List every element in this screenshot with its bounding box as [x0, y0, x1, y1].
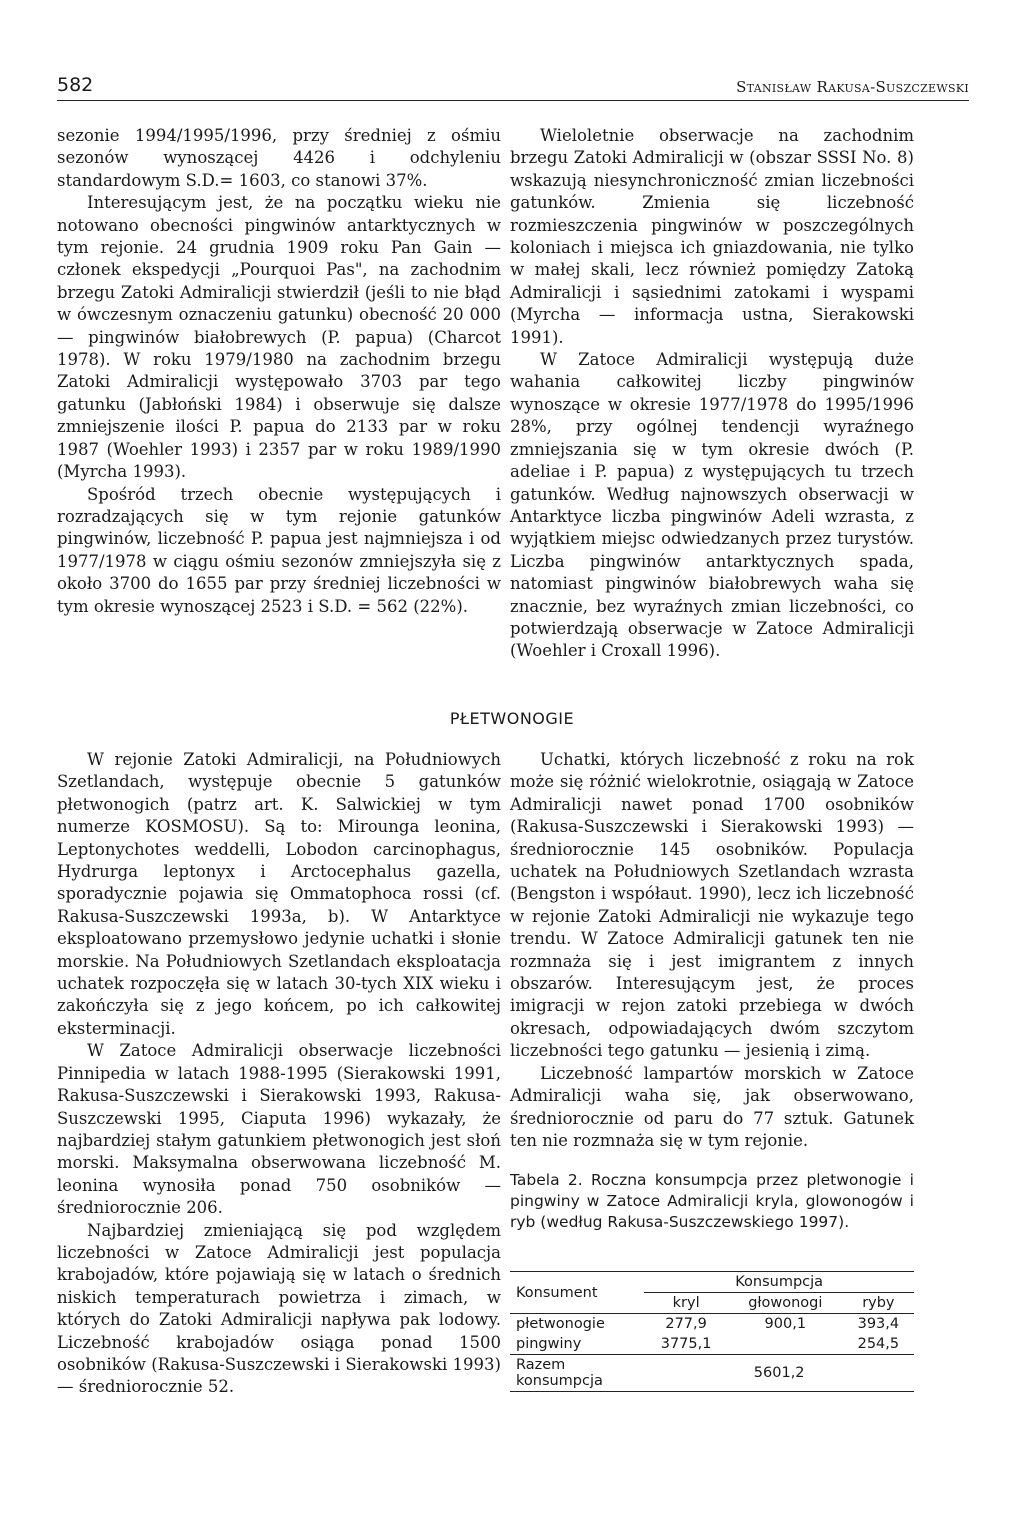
table-caption: Tabela 2. Roczna konsumpcja przez pletwonogie i pingwiny w Zatoce Admiralicji kryla, glowonogów i ryb (według Rakusa-Suszczewskiego 1997).: [510, 1171, 914, 1232]
table-cell-total-label: [510, 1355, 644, 1392]
table-row: [510, 1334, 914, 1355]
table-cell: 3775,1: [660, 1336, 712, 1352]
table-cell: 254,5: [857, 1336, 900, 1352]
right-column-top: [510, 125, 914, 663]
consumption-table: [510, 1271, 914, 1392]
paragraph: W Zatoce Admiralicji występują duże wahania całkowitej liczby pingwinów wynoszące w okresie 1977/1978 do 1995/1996 28%, przy ogólnej tendencji wyraźnego zmniejszania się w tym okresie dwóch (P. adeliae i P. papua) z występujących tu trzech gatunków. Według najnowszych obserwacji w Antarktyce liczba pingwinów Adeli wzrasta, z wyjątkiem miejsc odwiedzanych przez turystów. Liczba pingwinów antarktycznych spada, natomiast pingwinów białobrewych waha się znacznie, bez wyraźnych zmian liczebności, co potwierdzają obserwacje w Zatoce Admiralicji (Woehler i Croxall 1996).: [510, 350, 914, 661]
header-rule: [57, 100, 969, 101]
table-cell: płetwonogie: [516, 1316, 605, 1332]
table-cell: pingwiny: [516, 1336, 582, 1352]
table-cell: 277,9: [665, 1316, 707, 1332]
table-cell: 393,4: [857, 1316, 900, 1332]
table-cell: 900,1: [764, 1316, 807, 1332]
table-header-consumption: Konsumpcja: [644, 1272, 914, 1293]
paragraph: Uchatki, których liczebność z roku na rok może się różnić wielokrotnie, osiągają w Zatoce Admiralicji nawet ponad 1700 osobników (Rakusa-Suszczewski i Sierakowski 1993) — średniorocznie 145 osobników. Populacja uchatek na Południowych Szetlandach wzrasta (Bengston i współaut. 1990), lecz ich liczebność w rejonie Zatoki Admiralicji nie wykazuje tego trendu. W Zatoce Admiralicji gatunek ten nie rozmnaża się i jest imigrantem z innych obszarów. Interesującym jest, że proces imigracji w rejon zatoki przebiega w dwóch okresach, odpowiadających dwóm szczytom liczebności tego gatunku — jesienią i zimą.: [510, 750, 914, 1061]
table-header-consumer: Konsument: [516, 1284, 598, 1301]
table-row-total: [510, 1355, 914, 1392]
table-row: [510, 1314, 914, 1335]
table-subheader: kryl: [672, 1295, 700, 1311]
page-header: [57, 68, 969, 98]
total-label-line: Razem: [516, 1357, 566, 1373]
section-heading: PŁETWONOGIE: [449, 709, 575, 728]
left-column-top: [57, 125, 501, 618]
table-cell: [728, 1334, 843, 1355]
paragraph: Interesującym jest, że na początku wieku nie notowano obecności pingwinów antarktycznych w tym rejonie. 24 grudnia 1909 roku Pan Gain — członek ekspedycji „Pourquoi Pas", na zachodnim brzegu Zatoki Admiralicji stwierdził (jeśli to nie błąd w ówczesnym oznaczeniu gatunku) obecność 20 000 — pingwinów białobrewych (P. papua) (Charcot 1978). W roku 1979/1980 na zachodnim brzegu Zatoki Admiralicji występowało 3703 par tego gatunku (Jabłoński 1984) i obserwuje się dalsze zmniejszenie ilości P. papua do 2133 par w roku 1987 (Woehler 1993) i 2357 par w roku 1989/1990 (Myrcha 1993).: [57, 193, 501, 482]
paragraph: Najbardziej zmieniającą się pod względem liczebności w Zatoce Admiralicji jest populacja krabojadów, które pojawiają się w latach o średnich niskich temperaturach powietrza i zimach, w których do Zatoki Admiralicji napływa pak lodowy. Liczebność krabojadów osiąga ponad 1500 osobników (Rakusa-Suszczewski i Sierakowski 1993) — średniorocznie 52.: [57, 1220, 501, 1397]
table-subheader: głowonogi: [748, 1295, 823, 1311]
paragraph: Wieloletnie obserwacje na zachodnim brzegu Zatoki Admiralicji w (obszar SSSI No. 8) wskazują niesynchroniczność zmian liczebności gatunków. Zmienia się liczebność rozmieszczenia pingwinów w poszczególnych koloniach i miejsca ich gniazdowania, nie tylko w małej skali, lecz również pomiędzy Zatoką Admiralicji i sąsiednimi zatokami i wyspami (Myrcha — informacja ustna, Sierakowski 1991).: [510, 126, 914, 347]
paragraph: W rejonie Zatoki Admiralicji, na Południowych Szetlandach, występuje obecnie 5 gatunków płetwonogich (patrz art. K. Salwickiej w tym numerze KOSMOSU). Są to: Mirounga leonina, Leptonychotes weddelli, Lobodon carcinophagus, Hydrurga leptonyx i Arctocephalus gazella, sporadycznie pojawia się Ommatophoca rossi (cf. Rakusa-Suszczewski 1993a, b). W Antarktyce eksploatowano przemysłowo jedynie uchatki i słonie morskie. Na Południowych Szetlandach eksploatacja uchatek rozpoczęła się w latach 30-tych XIX wieku i zakończyła się z jego końcem, po ich całkowitej eksterminacji.: [57, 750, 501, 1038]
paragraph: Liczebność lampartów morskich w Zatoce Admiralicji waha się, jak obserwowano, średniorocznie od paru do 77 sztuk. Gatunek ten nie rozmnaża się w tym rejonie.: [510, 1063, 914, 1150]
right-column-bottom: [510, 749, 914, 1233]
page-number: 582: [57, 74, 94, 96]
running-head: Stanisław Rakusa-Suszczewski: [736, 78, 969, 96]
total-label-line: konsumpcja: [516, 1373, 603, 1389]
table-subheader: ryby: [862, 1295, 895, 1311]
left-column-bottom: [57, 749, 501, 1399]
paragraph: sezonie 1994/1995/1996, przy średniej z ośmiu sezonów wynoszącej 4426 i odchyleniu standardowym S.D.= 1603, co stanowi 37%.: [57, 126, 501, 190]
table-cell-total: 5601,2: [753, 1365, 805, 1381]
paragraph: W Zatoce Admiralicji obserwacje liczebności Pinnipedia w latach 1988-1995 (Sierakowski 1991, Rakusa-Suszczewski i Sierakowski 1993, Rakusa-Suszczewski 1995, Ciaputa 1996) wykazały, że najbardziej stałym gatunkiem płetwonogich jest słoń morski. Maksymalna obserwowana liczebność M. leonina wynosiła ponad 750 osobników — średniorocznie 206.: [57, 1041, 501, 1218]
paragraph: Spośród trzech obecnie występujących i rozradzających się w tym rejonie gatunków pingwinów, liczebność P. papua jest najmniejsza i od 1977/1978 w ciągu ośmiu sezonów zmniejszyła się z około 3700 do 1655 par przy średniej liczebności w tym okresie wynoszącej 2523 i S.D. = 562 (22%).: [57, 484, 501, 616]
